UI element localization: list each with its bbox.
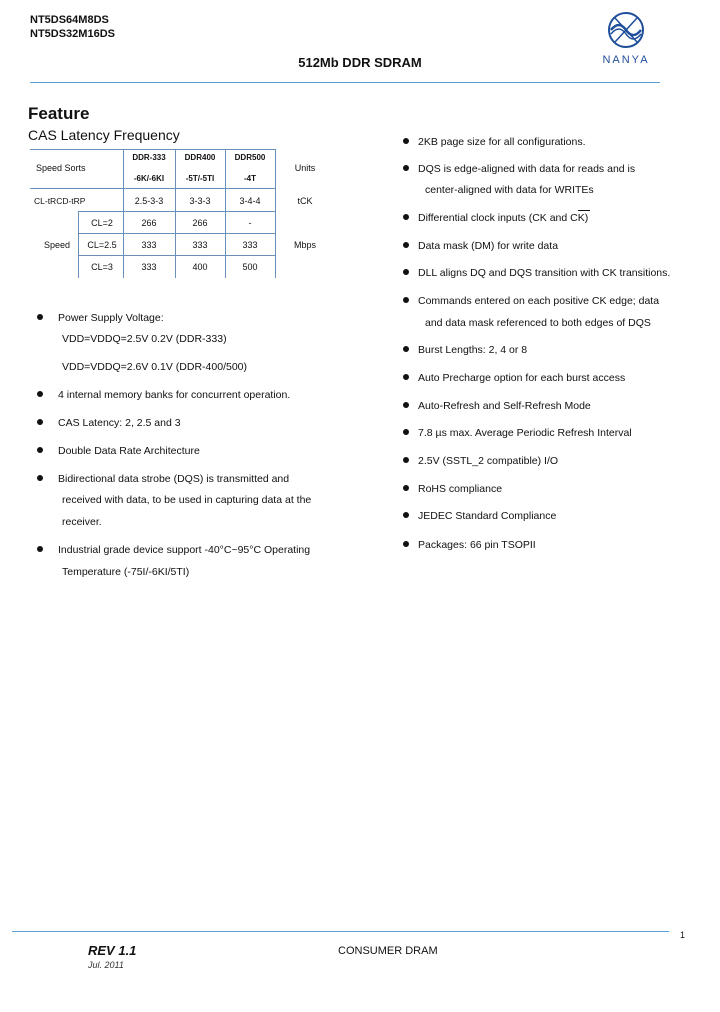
- cl2-ddr400: 266: [192, 218, 208, 228]
- cl3-ddr333: 333: [141, 262, 157, 272]
- header-rule: [30, 82, 660, 83]
- right-item-3: Differential clock inputs (CK and CK): [418, 212, 589, 224]
- units-label: Units: [294, 163, 316, 173]
- bullet-icon: [403, 374, 409, 380]
- cas-latency-table: [30, 149, 330, 278]
- bullet-icon: [403, 138, 409, 144]
- timing-ddr400: 3-3-3: [189, 196, 211, 206]
- feature-heading: Feature: [28, 104, 90, 123]
- product-category: CONSUMER DRAM: [338, 945, 438, 957]
- cl3-ddr400: 400: [192, 262, 208, 272]
- bullet-icon: [403, 512, 409, 518]
- left-item-5-line-1: Bidirectional data strobe (DQS) is transmitted and: [58, 473, 290, 485]
- speed-sorts-label: Speed Sorts: [36, 163, 86, 173]
- cl2-label: CL=2: [91, 218, 113, 228]
- cl25-ddr333: 333: [141, 240, 157, 250]
- right-item-14: Packages: 66 pin TSOPII: [418, 539, 536, 551]
- nanya-emblem-icon: [593, 10, 659, 54]
- grade-ddr400-sub: -5T/-5TI: [185, 174, 215, 183]
- grade-ddr333: DDR-333: [132, 153, 166, 162]
- table-row-line-4: [78, 255, 275, 256]
- table-col-line-2: [175, 149, 176, 278]
- left-item-6-line-1: Industrial grade device support -40°C~95°C Operating: [58, 544, 311, 556]
- revision: REV 1.1: [88, 943, 137, 958]
- right-item-12: RoHS compliance: [418, 483, 503, 495]
- cl25-label: CL=2.5: [87, 240, 117, 250]
- bullet-icon: [403, 165, 409, 171]
- timing-ddr500: 3-4-4: [239, 196, 261, 206]
- left-item-1-line-2: VDD=VDDQ=2.5V 0.2V (DDR-333): [62, 333, 227, 345]
- bullet-icon: [403, 269, 409, 275]
- right-item-8: Auto Precharge option for each burst access: [418, 372, 626, 384]
- cl25-ddr400: 333: [192, 240, 208, 250]
- table-row-line-2: [78, 211, 275, 212]
- left-item-3: CAS Latency: 2, 2.5 and 3: [58, 417, 181, 429]
- bullet-icon: [403, 242, 409, 248]
- right-item-5: DLL aligns DQ and DQS transition with CK transitions.: [418, 267, 671, 279]
- bullet-icon: [37, 314, 43, 320]
- bullet-icon: [403, 346, 409, 352]
- bullet-icon: [37, 475, 43, 481]
- grade-ddr500: DDR500: [234, 153, 266, 162]
- timing-label: CL-tRCD-tRP: [34, 196, 86, 206]
- table-top-border: [30, 149, 275, 150]
- left-item-5-line-3: receiver.: [62, 516, 102, 528]
- bullet-icon: [37, 546, 43, 552]
- right-item-1: 2KB page size for all configurations.: [418, 136, 586, 148]
- speed-label: Speed: [44, 240, 71, 250]
- cl25-ddr500: 333: [242, 240, 258, 250]
- bullet-icon: [403, 485, 409, 491]
- table-speed-col-line: [78, 211, 79, 278]
- right-item-10: 7.8 µs max. Average Periodic Refresh Interval: [418, 427, 632, 439]
- right-item-6-line-1: Commands entered on each positive CK edge; data: [418, 295, 660, 307]
- grade-ddr333-sub: -6K/-6KI: [133, 174, 165, 183]
- part-number-1: NT5DS64M8DS: [30, 14, 109, 26]
- right-item-2-line-1: DQS is edge-aligned with data for reads and is: [418, 163, 636, 175]
- right-item-9: Auto-Refresh and Self-Refresh Mode: [418, 400, 591, 412]
- bullet-icon: [403, 214, 409, 220]
- table-col-line-1: [123, 149, 124, 278]
- right-item-2-line-2: center-aligned with data for WRITEs: [425, 184, 594, 196]
- bullet-icon: [403, 429, 409, 435]
- grade-ddr400: DDR400: [184, 153, 216, 162]
- cl2-ddr500: -: [248, 218, 252, 228]
- part-number-2: NT5DS32M16DS: [30, 28, 115, 40]
- bullet-icon: [403, 541, 409, 547]
- cas-table-title: CAS Latency Frequency: [28, 127, 180, 143]
- speed-unit: Mbps: [293, 240, 316, 250]
- table-col-line-4: [275, 149, 276, 278]
- footer-rule: [12, 931, 669, 932]
- logo-text: NANYA: [602, 54, 650, 66]
- cl3-label: CL=3: [91, 262, 113, 272]
- bullet-icon: [37, 419, 43, 425]
- left-item-4: Double Data Rate Architecture: [58, 445, 200, 457]
- right-item-6-line-2: and data mask referenced to both edges of DQS: [425, 317, 651, 329]
- right-item-13: JEDEC Standard Compliance: [418, 510, 557, 522]
- table-row-line-1: [30, 188, 275, 189]
- timing-unit: tCK: [297, 196, 313, 206]
- table-col-line-3: [225, 149, 226, 278]
- revision-date: Jul. 2011: [88, 960, 124, 970]
- cl3-ddr500: 500: [242, 262, 258, 272]
- left-item-6-line-2: Temperature (-75I/-6KI/5TI): [62, 566, 190, 578]
- right-item-7: Burst Lengths: 2, 4 or 8: [418, 344, 528, 356]
- right-item-11: 2.5V (SSTL_2 compatible) I/O: [418, 455, 559, 467]
- grade-ddr500-sub: -4T: [244, 174, 256, 183]
- bullet-icon: [403, 297, 409, 303]
- left-item-1-line-3: VDD=VDDQ=2.6V 0.1V (DDR-400/500): [62, 361, 247, 373]
- left-item-2: 4 internal memory banks for concurrent operation.: [58, 389, 291, 401]
- bullet-icon: [37, 447, 43, 453]
- doc-title: 512Mb DDR SDRAM: [298, 55, 422, 70]
- right-item-4: Data mask (DM) for write data: [418, 240, 559, 252]
- page-number: 1: [680, 930, 686, 940]
- ck-bar-overline: [578, 210, 590, 211]
- bullet-icon: [403, 402, 409, 408]
- table-row-line-3: [78, 233, 275, 234]
- cl2-ddr333: 266: [141, 218, 157, 228]
- timing-ddr333: 2.5-3-3: [134, 196, 164, 206]
- bullet-icon: [37, 391, 43, 397]
- left-item-1-line-1: Power Supply Voltage:: [58, 312, 164, 324]
- left-item-5-line-2: received with data, to be used in capturing data at the: [62, 494, 312, 506]
- bullet-icon: [403, 457, 409, 463]
